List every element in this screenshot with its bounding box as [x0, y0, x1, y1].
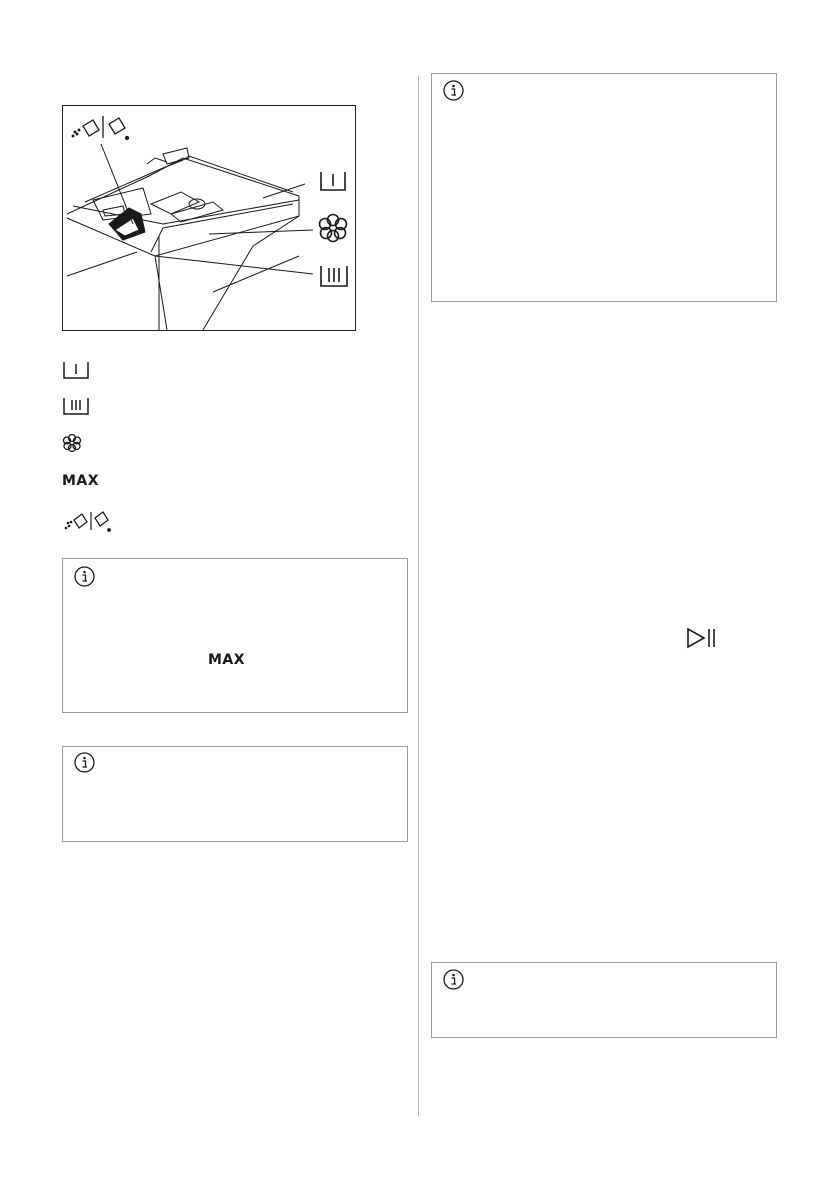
start-pause-icon — [686, 627, 718, 653]
info-box-4 — [431, 962, 777, 1038]
powder-liquid-icon — [72, 116, 128, 140]
info-box-1 — [62, 558, 408, 713]
column-divider — [418, 76, 419, 1116]
softener-flower-icon — [320, 215, 347, 242]
compartment-i-icon — [321, 172, 345, 190]
max-level-label: MAX — [62, 473, 100, 489]
max-inline-label: MAX — [208, 652, 246, 668]
info-icon — [443, 80, 464, 101]
info-box-2 — [62, 746, 408, 842]
info-icon — [443, 969, 464, 990]
info-box-3 — [431, 73, 777, 302]
compartment-i-icon — [62, 360, 90, 380]
dispenser-figure — [62, 105, 356, 331]
info-icon — [74, 566, 95, 587]
compartment-ii-icon — [321, 266, 347, 286]
info-icon — [74, 752, 95, 773]
softener-flower-icon — [62, 433, 82, 453]
compartment-ii-icon — [62, 396, 90, 416]
powder-liquid-icon — [62, 508, 112, 534]
